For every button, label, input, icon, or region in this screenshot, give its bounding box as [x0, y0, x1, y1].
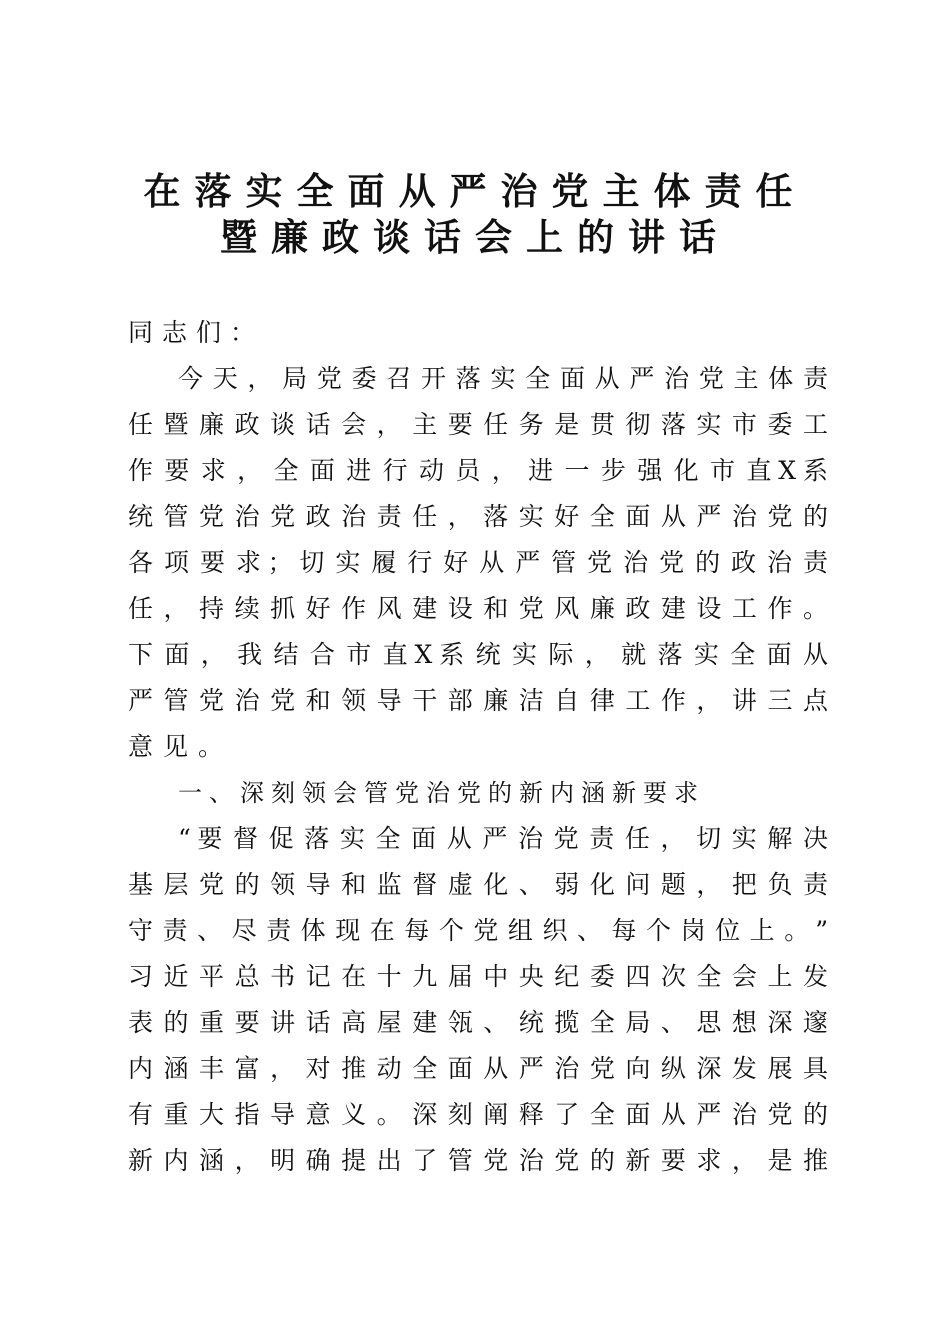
- paragraph-line: 作 要 求 ， 全 面 进 行 动 员 ， 进 一 步 强 化 市 直 X 系: [128, 456, 828, 485]
- document-body: [128, 310, 828, 1184]
- title-line-2: 暨廉政谈话会上的讲话: [220, 215, 730, 259]
- paragraph-line: 习 近 平 总 书 记 在 十 九 届 中 央 纪 委 四 次 全 会 上 发: [128, 962, 828, 991]
- paragraph-line: 表 的 重 要 讲 话 高 屋 建 瓴 、 统 揽 全 局 、 思 想 深 邃: [128, 1008, 828, 1037]
- paragraph-line: 严 管 党 治 党 和 领 导 干 部 廉 洁 自 律 工 作 ， 讲 三 点: [128, 686, 828, 715]
- paragraph-line: 守 责 、 尽 责 体 现 在 每 个 党 组 织 、 每 个 岗 位 上 。 ”: [128, 916, 828, 945]
- document-title: [0, 168, 950, 260]
- paragraph-line: “ 要 督 促 落 实 全 面 从 严 治 党 责 任 ， 切 实 解 决: [178, 824, 828, 853]
- paragraph-line: 新 内 涵 ， 明 确 提 出 了 管 党 治 党 的 新 要 求 ， 是 推: [128, 1146, 828, 1175]
- section-heading: 一、深刻领会管党治党的新内涵新要求: [178, 779, 705, 807]
- paragraph-line: 任 暨 廉 政 谈 话 会 ， 主 要 任 务 是 贯 彻 落 实 市 委 工: [128, 410, 828, 439]
- paragraph-line: 意见。: [128, 732, 234, 761]
- paragraph-1: [128, 356, 828, 770]
- paragraph-line: 内 涵 丰 富 ， 对 推 动 全 面 从 严 治 党 向 纵 深 发 展 具: [128, 1054, 828, 1083]
- salutation: 同志们：: [128, 318, 265, 347]
- paragraph-line: 今 天 ， 局 党 委 召 开 落 实 全 面 从 严 治 党 主 体 责: [178, 364, 828, 393]
- title-line-1: 在落实全面从严治党主体责任: [143, 169, 807, 213]
- paragraph-line: 各 项 要 求 ； 切 实 履 行 好 从 严 管 党 治 党 的 政 治 责: [128, 548, 828, 577]
- paragraph-line: 下 面 ， 我 结 合 市 直 X 系 统 实 际 ， 就 落 实 全 面 从: [128, 640, 828, 669]
- paragraph-line: 任 ， 持 续 抓 好 作 风 建 设 和 党 风 廉 政 建 设 工 作 。: [128, 594, 828, 623]
- paragraph-line: 基 层 党 的 领 导 和 监 督 虚 化 、 弱 化 问 题 ， 把 负 责: [128, 870, 828, 899]
- paragraph-line: 有 重 大 指 导 意 义 。 深 刻 阐 释 了 全 面 从 严 治 党 的: [128, 1100, 828, 1129]
- paragraph-line: 统 管 党 治 党 政 治 责 任 ， 落 实 好 全 面 从 严 治 党 的: [128, 502, 828, 531]
- paragraph-2: [128, 816, 828, 1184]
